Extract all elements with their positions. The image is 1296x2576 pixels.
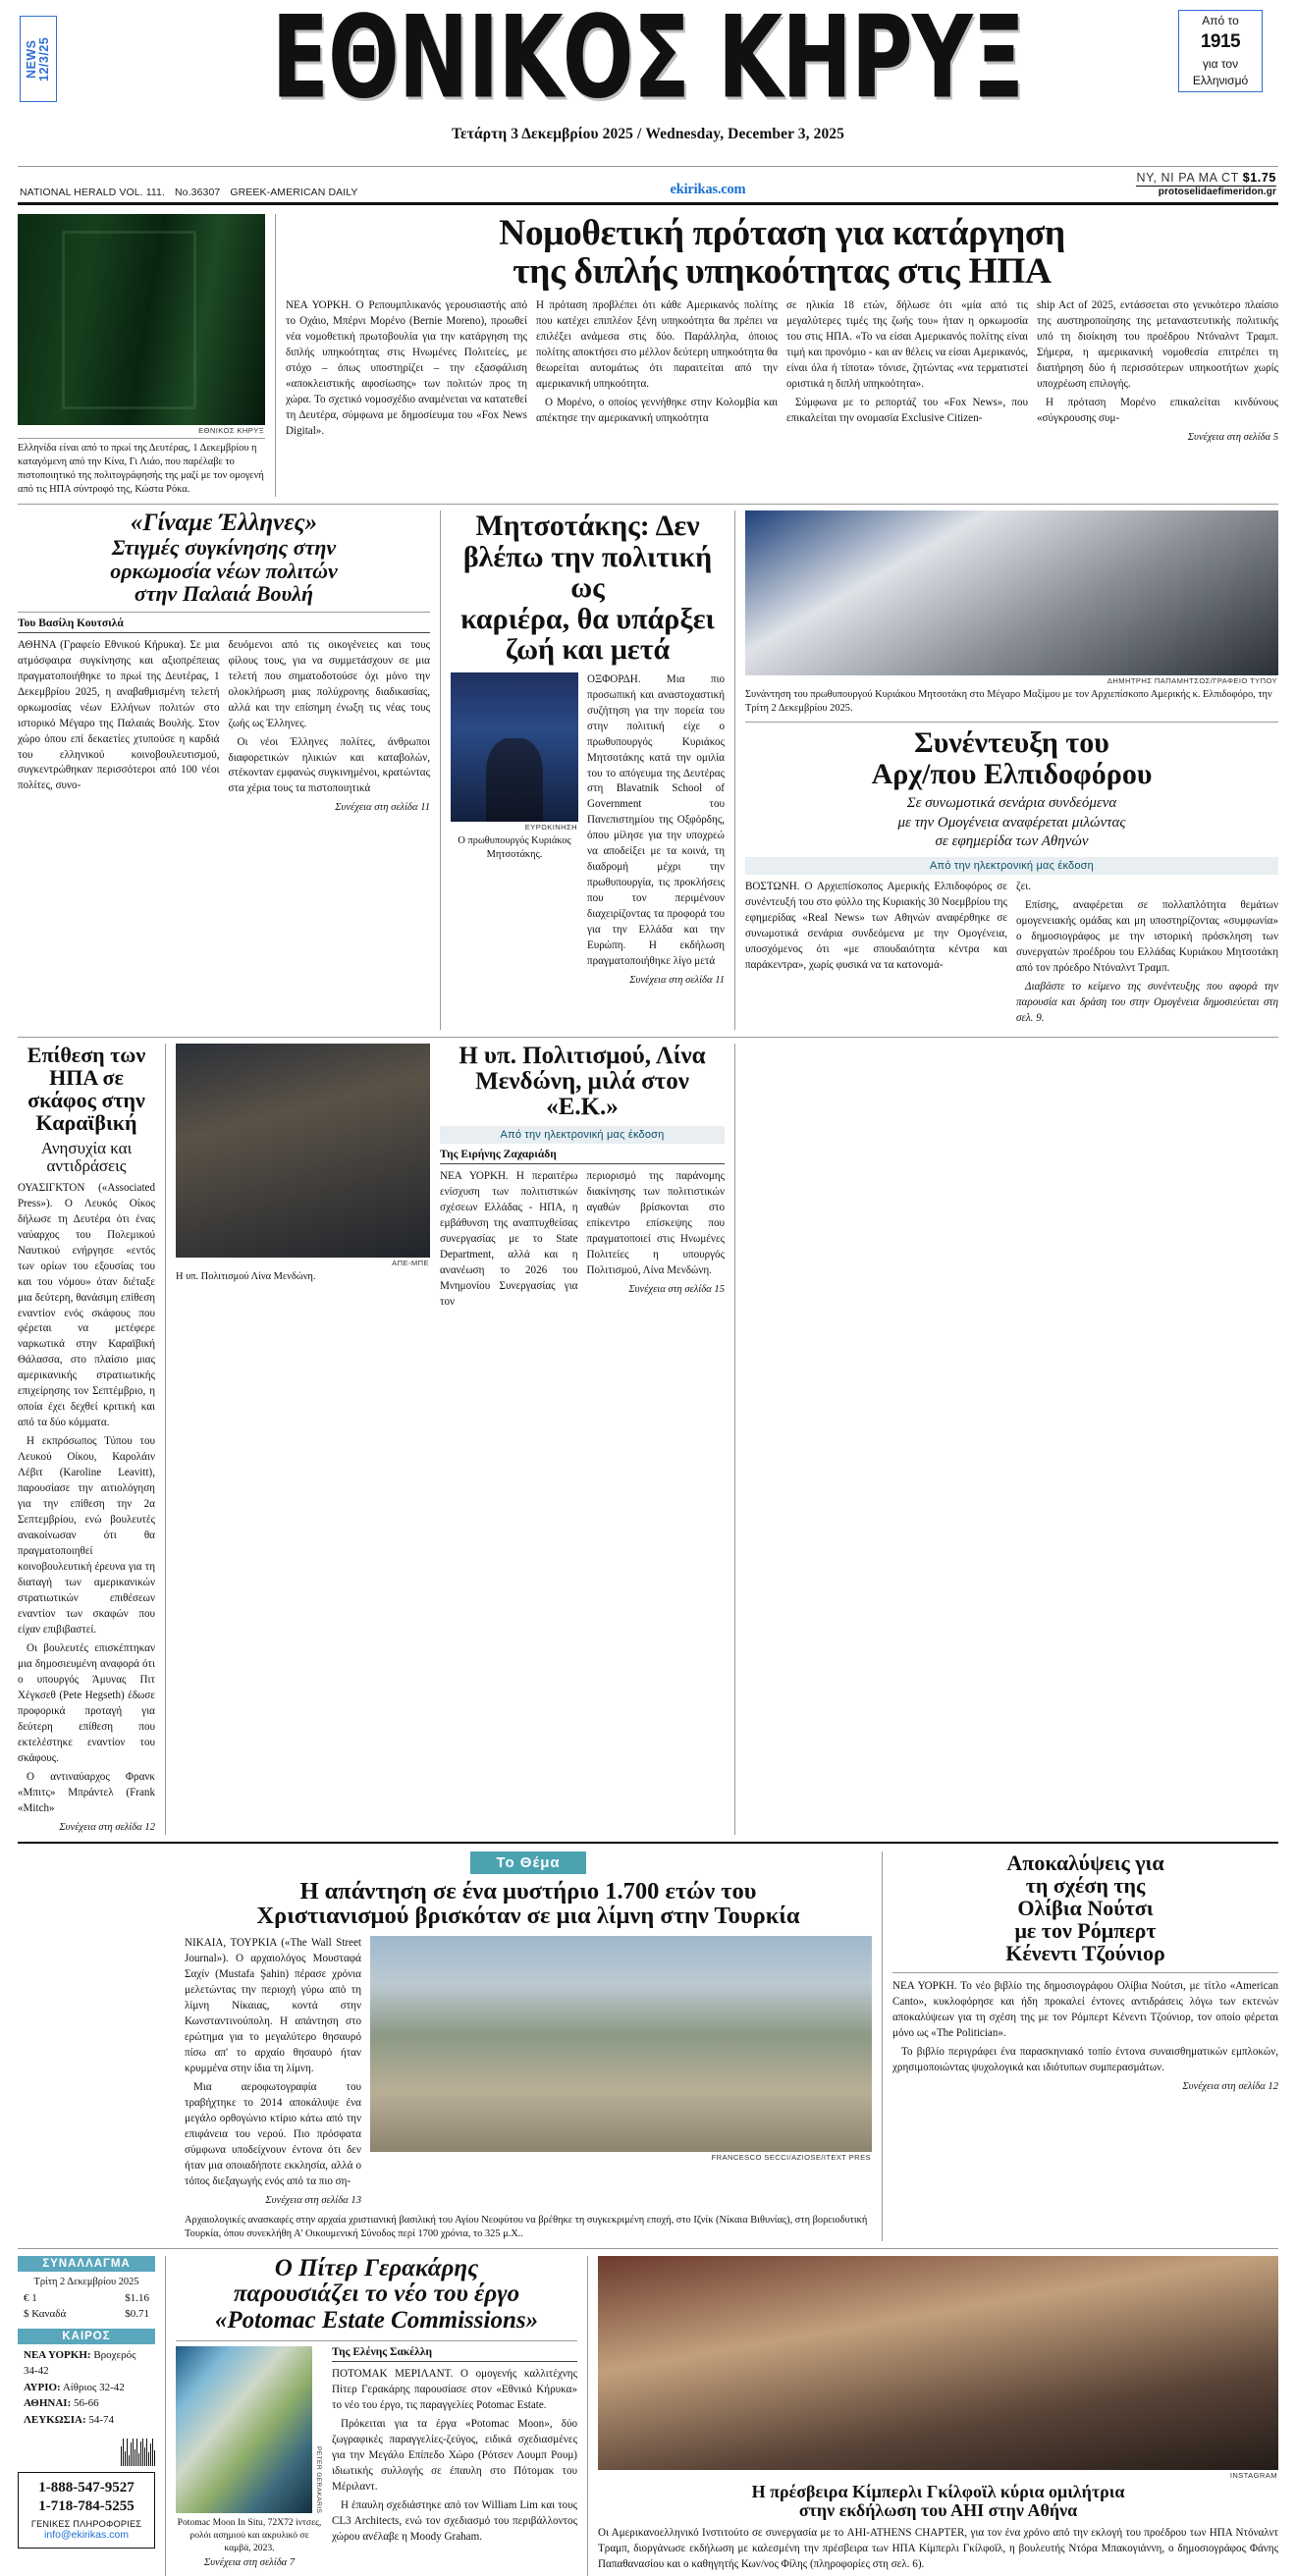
ceremony-paragraph: δευόμενοι από τις οικογένειες και τους φίλους τους, για να συμμετάσχουν σε μια τελετή που σηματοδοτούσε όχι μόνο την ολοκλήρωση μιας πολύχρονης διαδικασίας, αλλά και την επίσημη ένωξη τις νέας τους ζωής ως Έλληνες. <box>228 638 430 729</box>
nutsi-headline-line5: Κένεντι Τζούνιορ <box>1005 1941 1165 1966</box>
lead-paragraph: ship Act of 2025, εντάσσεται στο γενικότερο πλαίσιο της αυστηροποίησης της μεταναστευτικής πολιτικής υπό τη διοίκηση του προέδρου Ντόναλντ Τραμπ. Σήμερα, η αμερικανική νομοθεσία επιτρέπει τη διατήρηση δύο ή περισσότερων υπηκοοτήτων χωρίς υποχρέωση επιλογής. <box>1037 299 1278 391</box>
weather-city: ΛΕΥΚΩΣΙΑ: <box>24 2413 86 2426</box>
weather-row <box>24 2347 149 2380</box>
exchange-row <box>24 2290 149 2307</box>
contact-box <box>18 2472 155 2549</box>
row-bottom <box>18 2256 1278 2576</box>
lead-paragraph: Η πρόταση Μορένο επικαλείται κινδύνους «σύγκρουσης συμ- <box>1037 397 1278 425</box>
gerakaris-paragraph: Η έπαυλη σχεδιάστηκε από τον William Lim και τους CL3 Architects, ενώ τον σχεδιασμό του περιβάλλοντος χώρου ανέλαβε η Moody Graham. <box>332 2498 577 2543</box>
caribbean-paragraph: ΟΥΑΣΙΓΚΤΟΝ («Associated Press»). Ο Λευκός Οίκος δήλωσε τη Δευτέρα ότι ένας ναύαρχος του Πολεμικού Ναυτικού ενήργησε «εντός των ορίων του εξουσίας του και του νόμου» όταν διέταξε μια δεύτερη, θανάσιμη επίθεση εναντίον ενός σκάφους που φέρεται να μετέφερε ναρκωτικά στην Καραϊβική Θάλασσα, στο πλαίσιο μιας αμερικανικής στρατιωτικής επιχείρησης τον Σεπτέμβριο, η οποία έχει δεχθεί κριτική και από τα δύο κόμματα. <box>18 1181 155 1429</box>
exchange-label: $ Καναδά <box>24 2308 67 2321</box>
lead-paragraph: Ο Μορένο, ο οποίος γεννήθηκε στην Κολομβία και απέκτησε την αμερικανική υπηκοότητα <box>536 397 778 425</box>
theme-photo <box>370 1936 872 2152</box>
contact-label: ΓΕΝΙΚΕΣ ΠΛΗΡΟΦΟΡΙΕΣ <box>30 2518 142 2529</box>
elpidophoros-photo-caption: Συνάντηση του πρωθυπουργού Κυριάκου Μητσοτάκη στο Μέγαρο Μαξίμου με τον Αρχιεπίσκοπο Αμερικής κ. Ελπιδοφόρο, την Τρίτη 2 Δεκεμβρίου 2025. <box>745 689 1272 715</box>
ceremony-paragraph: Οι νέοι Έλληνες πολίτες, άνθρωποι διαφορετικών ηλικιών και καταβολών, στέκονταν εμφανώς συγκινημένοι, κρατώντας στα χέρια τους τα πιστοποιητικά <box>228 735 430 795</box>
gerakaris-continuation[interactable]: Συνέχεια στη σελίδα 7 <box>203 2557 296 2569</box>
mitsotakis-headline-line1: Μητσοτάκης: Δεν <box>475 510 700 543</box>
ceremony-story <box>18 510 430 1030</box>
gerakaris-headline-line1: Ο Πίτερ Γερακάρης <box>274 2255 479 2282</box>
caribbean-paragraph: Ο αντιναύαρχος Φρανκ «Μπιτς» Μπράντελ (Frank «Mitch» <box>18 1770 155 1814</box>
nutsi-story <box>882 1852 1278 2241</box>
lina-headline-line2: Μενδώνη, μιλά στον «Ε.Κ.» <box>475 1067 689 1121</box>
caribbean-headline-line2: ΗΠΑ σε <box>49 1064 124 1090</box>
elpidophoros-column-1 <box>745 880 1007 1030</box>
lina-photo <box>176 1044 430 1258</box>
masthead-date: Τετάρτη 3 Δεκεμβρίου 2025 / Wednesday, December 3, 2025 <box>452 126 844 143</box>
info-tagline: GREEK-AMERICAN DAILY <box>230 186 358 198</box>
lina-columns <box>440 1169 725 1314</box>
since-box-line1: Από το <box>1202 13 1239 27</box>
lina-continuation[interactable]: Συνέχεια στη σελίδα 15 <box>628 1284 725 1296</box>
news-date-badge-label: NEWS 12/3/25 <box>24 36 51 81</box>
caribbean-subhead-line1: Ανησυχία και <box>40 1139 133 1158</box>
gerakaris-column <box>332 2367 577 2546</box>
since-box-year: 1915 <box>1200 31 1241 52</box>
price-value: $1.75 <box>1242 171 1276 185</box>
lina-column-2 <box>587 1169 726 1314</box>
theme-photo-credit: FRANCESCO SECCI/AZIOSE/ITEXT PRES <box>711 2153 871 2163</box>
mitsotakis-continuation[interactable]: Συνέχεια στη σελίδα 11 <box>629 975 725 987</box>
lina-photo-caption: Η υπ. Πολιτισμού Λίνα Μενδώνη. <box>176 1270 316 1282</box>
nutsi-paragraph: Το βιβλίο περιγράφει ένα παρασκηνιακό τοπίο έντονα συναισθηματικών εμπλοκών, χρησιμοποιώντας ψυχολογικά και ιδιότυπων συμπερασμάτων. <box>892 2046 1278 2074</box>
theme-story <box>185 1852 872 2241</box>
weather-detail: 56-66 <box>74 2397 99 2410</box>
weather-detail: 54-74 <box>88 2413 115 2426</box>
theme-continuation[interactable]: Συνέχεια στη σελίδα 13 <box>265 2194 361 2206</box>
theme-content <box>185 1936 872 2208</box>
service-boxes <box>18 2256 155 2576</box>
theme-headline-line1: Η απάντηση σε ένα μυστήριο 1.700 ετών του <box>299 1877 757 1905</box>
nutsi-paragraph: ΝΕΑ ΥΟΡΚΗ. Το νέο βιβλίο της δημοσιογράφου Ολίβια Νούτσι, με τίτλο «American Canto», κυκλοφόρησε και ήδη προκαλεί έντονες αντιδράσεις λόγω των εκτενών αποκαλύψεων για τη σχέση της με τον Ρόμπερτ Κένεντι Τζούνιορ, τον οποίο φέρεται μόνο ως «The Politician». <box>892 1980 1278 2040</box>
caribbean-continuation[interactable]: Συνέχεια στη σελίδα 12 <box>59 1821 155 1833</box>
elpidophoros-column-2 <box>1016 880 1278 1030</box>
info-strip <box>18 167 1278 202</box>
nutsi-headline-line2: τη σχέση της <box>1025 1872 1146 1898</box>
ahi-caption-line2: στην εκδήλωση του ΑΗΙ στην Αθήνα <box>798 2500 1078 2521</box>
ahi-caption-line1: Η πρέσβειρα Κίμπερλι Γκίλφοϊλ κύρια ομιλήτρια <box>751 2482 1125 2502</box>
exchange-value: $1.16 <box>125 2291 149 2304</box>
since-box-line4: Ελληνισμό <box>1192 74 1249 87</box>
mitsotakis-paragraph: ΟΞΦΟΡΔΗ. Μια πιο προσωπική και αναστοχαστική συζήτηση για την πορεία του στην πολιτική είχε ο πρωθυπουργός Κυριάκος Μητσοτάκης κατά την ομιλία του το απόγευμα της Δευτέρας στη Blavatnik School of Government του Πανεπιστημίου της Οξφόρδης, όπου μίλησε για την υποχρεώ να αποδείξει με τα κοινά, τη διαδρομή μέχρι την πρωθυπουργία, τις προκλήσεις που τον περιμένουν διαχειρίζοντας τα προφορά του για την Ελλάδα και την Ευρώπη. Η εκδήλωση πραγματοποιήθηκε λίγο μετά <box>587 672 725 968</box>
weather-row <box>24 2412 149 2429</box>
mitsotakis-story <box>440 510 725 1030</box>
theme-tab[interactable]: Το Θέμα <box>470 1852 585 1874</box>
nutsi-headline-line3: Ολίβια Νούτσι <box>1017 1895 1154 1920</box>
elpidophoros-subhead-line3: σε εφημερίδα των Αθηνών <box>935 833 1089 850</box>
nutsi-column <box>892 1979 1278 2094</box>
weather-city: ΑΥΡΙΟ: <box>24 2381 61 2393</box>
lead-paragraph: Σύμφωνα με το ρεπορτάζ του «Fox News», που επικαλείται την ονομασία Exclusive Citizen- <box>786 397 1028 425</box>
ahi-paragraph: Οι Αμερικανοελληνικό Ινστιτούτο σε συνεργασία με το AHI-ATHENS CHAPTER, για τον ένα χρόνο από την εκλογή του προέδρου των ΗΠΑ Ντόναλντ Τραμπ, διοργάνωσε εκδήλωση με καλεσμένη την πρέσβειρα των ΗΠΑ Κίμπερλι Γκίλφοϊλ, η βουλευτής Ντόρα Μπακογιάννη, ο δημοσιογράφος Φάνης Παπαθανασίου και ο καθηγητής Κων/νος Φίλης (πληροφορίες στη σελ. 6). <box>598 2527 1278 2570</box>
lead-paragraph: Η πρόταση προβλέπει ότι κάθε Αμερικανός πολίτης που κατέχει επιπλέον ξένη υπηκοότητα θα πρέπει να επιλέξει ανάμεσα στις δύο. Παράλληλα, όποιος πολίτης αποκτήσει στο μέλλον δεύτερη υπηκοότητα θα θεωρείται αυτομάτως ότι παραιτείται από την αμερικανική υπηκοότητα. <box>536 299 778 391</box>
exchange-value: $0.71 <box>125 2308 149 2321</box>
row-third <box>18 1044 1278 1835</box>
weather-row <box>24 2380 149 2396</box>
lead-photo <box>18 214 265 425</box>
exchange-box-body <box>18 2272 155 2326</box>
mitsotakis-headline-line4: ζωή και μετά <box>505 633 671 667</box>
ahi-column <box>598 2526 1278 2573</box>
website-link[interactable]: ekirikas.com <box>670 181 746 197</box>
elpidophoros-paragraph: Διαβάστε το κείμενο της συνέντευξης που αφορά την παρουσία και δράση του στην Ομογένεια δημοσιεύεται στη σελ. 9. <box>1016 980 1278 1024</box>
mitsotakis-headline-line3: καριέρα, θα υπάρξει <box>460 602 715 635</box>
elpidophoros-photo-credit: ΔΗΜΗΤΡΗΣ ΠΑΠΑΜΗΤΣΟΣ/ΓΡΑΦΕΙΟ ΤΥΠΟΥ <box>1107 676 1277 686</box>
lead-continuation[interactable]: Συνέχεια στη σελίδα 5 <box>1187 432 1278 444</box>
gerakaris-content <box>176 2346 577 2568</box>
gerakaris-art-credit: PETER GERAKARIS <box>315 2445 322 2513</box>
elpidophoros-subhead-line1: Σε συνωμοτικά σενάρια συνδεόμενα <box>906 795 1117 812</box>
weather-detail: Αίθριος 32-42 <box>62 2381 125 2393</box>
since-box-line3: για τον <box>1202 56 1239 71</box>
lina-column-1 <box>440 1169 578 1314</box>
price-regions: NY, NI PA MA CT <box>1136 171 1239 185</box>
elpidophoros-paragraph: ΒΟΣΤΩΝΗ. Ο Αρχιεπίσκοπος Αμερικής Ελπιδοφόρος σε συνέντευξή του στο φύλλο της Κυριακής 30 Νοεμβρίου της εφημερίδας «Real News» των Αθηνών αναφέρθηκε σε συνωμοτικά σενάρια συνδεόμενα με την Ομογένεια, υποσχόμενος ότι «με σπουδαιότητα κέντρα και παράκεντρα», χωρίς φυσικά να τα κατονομά- <box>745 880 1007 971</box>
gerakaris-headline-line3: «Potomac Estate Commissions» <box>214 2306 539 2334</box>
exchange-box-title: ΣΥΝΑΛΛΑΓΜΑ <box>18 2256 155 2272</box>
weather-city: ΑΘΗΝΑΙ: <box>24 2397 72 2410</box>
lead-photo-credit: ΕΘΝΙΚΟΣ ΚΗΡΥΞ <box>198 425 264 435</box>
theme-left-spacer <box>18 1852 175 2241</box>
weather-city: ΝΕΑ ΥΟΡΚΗ: <box>24 2348 91 2361</box>
mitsotakis-photo-caption: Ο πρωθυπουργός Κυριάκος Μητσοτάκης. <box>458 834 571 860</box>
weather-box-body <box>18 2344 155 2432</box>
info-volume-text: NATIONAL HERALD VOL. 111. <box>20 186 165 198</box>
lead-photo-caption: Ελληνίδα είναι από το πρωί της Δευτέρας, 1 Δεκεμβρίου η καταγόμενη από την Κίνα, Γι Λιάο, που παρέλαβε το πιστοποιητικό της πολιτογράφησής της μαζί με τον ομογενή από τις ΗΠΑ σύντροφό της, Κώστα Ρόκα. <box>18 442 264 496</box>
gerakaris-artwork <box>176 2346 312 2513</box>
lead-column-1 <box>286 298 527 445</box>
weather-row <box>24 2395 149 2412</box>
caribbean-subhead-line2: αντιδράσεις <box>46 1155 127 1175</box>
elpidophoros-edition-band: Από την ηλεκτρονική μας έκδοση <box>745 857 1278 875</box>
lead-column-4 <box>1037 298 1278 445</box>
mitsotakis-photo-block <box>451 672 578 989</box>
lina-headline-line1: Η υπ. Πολιτισμού, Λίνα <box>459 1042 706 1069</box>
theme-column-1 <box>185 1936 361 2208</box>
lead-headline-line1: Νομοθετική πρόταση για κατάργηση <box>499 212 1065 253</box>
gerakaris-art-block <box>176 2346 323 2568</box>
ceremony-headline-line2: Στιγμές συγκίνησης στην <box>111 535 337 561</box>
lina-paragraph: ΝΕΑ ΥΟΡΚΗ. Η περαιτέρω ενίσχυση των πολιτιστικών σχέσεων Ελλάδας - ΗΠΑ, η εμβάθυνση της αναπτυχθείσας συνεργασίας με το State Department, αλλά και η ανανέωση το 2026 του Μνημονίου Συνεργασίας για τον <box>440 1170 578 1309</box>
elpidophoros-story <box>734 510 1278 1030</box>
row-secondary <box>18 510 1278 1030</box>
ceremony-byline: Του Βασίλη Κουτσιλά <box>18 617 430 633</box>
gerakaris-paragraph: Πρόκειται για τα έργα «Potomac Moon», δύο ζωγραφικές παραγγελίες-ζεύγος, ειδικά σχεδιασμένες για την Μεγάλο Επίπεδο Χώρο (Ρότσεν Λουμπ Ρουμ) ιδιωτικής συλλογής σε έπαυλη στο Πότομακ του Μέριλαντ. <box>332 2417 577 2493</box>
lina-paragraph: περιορισμό της παράνομης διακίνησης των πολιτιστικών αγαθών βρίσκονται στο επίκεντρο επίσκεψης που πραγματοποιεί στις Ηνωμένες Πολιτείες η υπουργός Πολιτισμού, Λίνα Μενδώνη. <box>586 1170 725 1277</box>
theme-photo-caption: Αρχαιολογικές ανασκαφές στην αρχαία χριστιανική βασιλική του Αγίου Νεοφύτου να βρέθηκε τη συγκεκριμένη εποχή, στο Ιζνίκ (Νίκαια Βιθυνίας), στη βορειοδυτική Τουρκία, όπου συνεκλήθη Α' Οικουμενική Σύνοδος περί 1700 χρόνια, το 325 μ.Χ.. <box>185 2214 868 2240</box>
info-issue-number: No.36307 <box>175 186 221 198</box>
info-prices <box>1136 172 1276 198</box>
lead-story <box>18 214 1278 498</box>
news-date-badge <box>20 16 57 102</box>
elpidophoros-paragraph: ζει. <box>1016 880 1032 892</box>
ahi-story <box>587 2256 1278 2576</box>
gerakaris-art-caption: Potomac Moon In Situ, 72X72 ίντσες, ρολόι ασημιού και ακρυλικό σε καμβά, 2023. <box>177 2516 322 2554</box>
lina-photo-credit: ΑΠΕ-ΜΠΕ <box>392 1258 429 1267</box>
elpidophoros-photo <box>745 510 1278 675</box>
masthead-title-wrap <box>18 0 1278 125</box>
lina-story <box>440 1044 725 1835</box>
contact-phone-1[interactable]: 1-888-547-9527 <box>38 2480 135 2496</box>
lead-photo-block <box>18 214 265 498</box>
lead-paragraph: ΝΕΑ ΥΟΡΚΗ. Ο Ρεπουμπλικανός γερουσιαστής από το Οχάιο, Μπέρνι Μορένο (Bernie Moreno), προωθεί νέα νομοθετική πρωτοβουλία για την κατάργηση της διπλής υπηκοότητας στις Ηνωμένες Πολιτείες, με στόχο – όπως υποστηρίζει – την εξασφάλιση «αποκλειστικής αφοσίωσης» των πολιτών προς τη χώρα. Το σχετικό νομοσχέδιο αναμένεται να κατατεθεί τη Δευτέρα, σύμφωνα με δημοσίευμα του «Fox News Digital». <box>286 299 527 438</box>
ceremony-columns <box>18 638 430 816</box>
lead-column-3 <box>786 298 1028 445</box>
gerakaris-paragraph: ΠΟΤΟΜΑΚ ΜΕΡΙΛΑΝΤ. Ο ομογενής καλλιτέχνης Πίτερ Γερακάρης παρουσίασε στον «Εθνικό Κήρυκα» το νέο του έργο, τις παραγγελίες Potomac Estate. <box>332 2367 577 2411</box>
elpidophoros-tail <box>734 1044 1278 1835</box>
lina-photo-block <box>165 1044 430 1835</box>
ceremony-paragraph: ΑΘΗΝΑ (Γραφείο Εθνικού Κήρυκα). Σε μια ατμόσφαιρα συγκίνησης και αξιοπρέπειας πραγματοποιήθηκε το πρωί της Δευτέρας, 1 Δεκεμβρίου 2025, η αναβαθμισμένη τελετή ορκωμοσίας νέων Ελλήνων πολιτών στο ιστορικό Μέγαρο της Παλαιάς Βουλής. Στον χώρο όπου επί δεκαετίες χτυπούσε η καρδιά του ελληνικού κοινοβουλευτισμού, συγκεντρώθηκαν περισσότεροι από 100 νέοι πολίτες, συνο- <box>18 638 220 792</box>
lead-columns <box>286 298 1278 445</box>
ceremony-column-1 <box>18 638 220 816</box>
caribbean-paragraph: Η εκπρόσωπος Τύπου του Λευκού Οίκου, Καρολάιν Λέβιτ (Karoline Leavitt), παρουσίασε την αιτιολόγηση για την επίθεση την 2α Σεπτεμβρίου, ενώ βουλευτές ανακοίνωσαν ότι θα πραγματοποιηθεί κοινοβουλευτική έρευνα για τη διαταγή των αμερικανικών στρατιωτικών επιθέσεων εναντίον των σκαφών που είχαν επιβιβαστεί. <box>18 1435 155 1636</box>
theme-paragraph: Μια αεροφωτογραφία του τραβήχτηκε το 2014 αποκάλυψε ένα μεγάλο ορθογώνιο κτίριο κάτω από την επιφάνεια του νερού. Πιο πρόσφατα σύμφωνα υποδείχνουν έντονα ότι δεν ήταν μια οποιαδήποτε εκκλησία, αλλά ο τόπος διεξαγωγής ενός από τα πιο ση- <box>185 2080 361 2187</box>
mitsotakis-photo <box>451 672 578 822</box>
caribbean-headline-line3: σκάφος στην <box>27 1087 145 1112</box>
ceremony-headline-line3: ορκωμοσία νέων πολιτών <box>110 558 338 583</box>
caribbean-headline-line1: Επίθεση των <box>27 1042 146 1067</box>
archive-site: protoselidaefimeridon.gr <box>1136 186 1276 198</box>
lead-paragraph: σε ηλικία 18 ετών, δήλωσε ότι «μία από τις μεγαλύτερες τιμές της ζωής του» ήταν η ορκωμοσία του στις ΗΠΑ. «Το να είσαι Αμερικανός πολίτης είναι τιμή και προνόμιο - και αν θέλεις να είσαι Αμερικανός, είναι όλα ή τίποτα» τόνισε, ζητώντας «να τερματιστεί οριστικά η διπλή υπηκοότητα». <box>786 299 1028 391</box>
elpidophoros-columns <box>745 880 1278 1030</box>
lina-edition-band: Από την ηλεκτρονική μας έκδοση <box>440 1126 725 1144</box>
gerakaris-headline-line2: παρουσιάζει το νέο του έργο <box>233 2281 520 2308</box>
exchange-label: € 1 <box>24 2291 37 2304</box>
contact-phone-2[interactable]: 1-718-784-5255 <box>38 2497 135 2514</box>
divider-thick <box>18 202 1278 205</box>
caribbean-headline-line4: Καραϊβική <box>35 1109 137 1135</box>
lead-headline-line2: της διπλής υπηκοότητας στις ΗΠΑ <box>513 251 1052 292</box>
mitsotakis-content <box>451 672 725 989</box>
lead-column-2 <box>536 298 778 445</box>
weather-detail: Βροχερός 34-42 <box>24 2348 136 2378</box>
caribbean-paragraph: Οι βουλευτές επισκέπτηκαν μια δημοσιευμένη αναφορά ότι ο υπουργός Άμυνας Πιτ Χέγκσεθ (Pete Hegseth) έδωσε προφορικά προταγή για δεύτερη επίθεση που εκτελέστηκε εναντίον του σκάφους. <box>18 1641 155 1764</box>
ceremony-column-2 <box>229 638 431 816</box>
ceremony-headline-line1: «Γίναμε Έλληνες» <box>130 510 318 537</box>
contact-email[interactable]: info@ekirikas.com <box>44 2528 129 2541</box>
info-volume <box>20 187 358 198</box>
theme-headline-line2: Χριστιανισμού βρισκόταν σε μια λίμνη στην Τουρκία <box>256 1903 800 1930</box>
gerakaris-story <box>165 2256 577 2576</box>
caribbean-story <box>18 1044 155 1835</box>
ceremony-headline-line4: στην Παλαιά Βουλή <box>134 580 314 606</box>
mitsotakis-headline-line2: βλέπω την πολιτική ως <box>462 540 713 605</box>
mitsotakis-photo-credit: ΕΥΡΩΚΙΝΗΣΗ <box>524 822 577 832</box>
lina-byline: Της Ειρήνης Ζαχαριάδη <box>440 1149 725 1164</box>
exchange-box-date: Τρίτη 2 Δεκεμβρίου 2025 <box>33 2277 139 2288</box>
ahi-photo <box>598 2256 1278 2470</box>
ceremony-continuation[interactable]: Συνέχεια στη σελίδα 11 <box>335 802 430 814</box>
row-theme <box>18 1852 1278 2241</box>
elpidophoros-subhead-line2: με την Ομογένεια αναφέρεται μιλώντας <box>897 814 1126 831</box>
barcode <box>18 2439 155 2466</box>
masthead <box>18 0 1278 157</box>
weather-box-title: ΚΑΙΡΟΣ <box>18 2329 155 2344</box>
elpidophoros-paragraph: Επίσης, αναφέρεται σε πολλαπλότητα θεμάτων ομογενειακής ομάδας και μη υποστηρίζοντας «συμφωνία» ο δημοσιογράφος με την ιστορική πρόσκληση των συνεργατών προέδρου του Ελλάδας Κυριάκου Μητσοτάκη από τον πρόεδρο Ντόναλντ Τραμπ. <box>1016 898 1278 974</box>
nutsi-headline-line4: με τον Ρόμπερτ <box>1014 1918 1157 1944</box>
since-box <box>1178 10 1263 92</box>
theme-paragraph: ΝΙΚΑΙΑ, ΤΟΥΡΚΙΑ («The Wall Street Journal»). Ο αρχαιολόγος Μουσταφά Σαχίν (Mustafa Şahin) πέρασε χρόνια μελετώντας την περιοχή γύρω από τη λίμνη Νίκαιας, κοντά στην Κωνσταντινούπολη. Η απάντηση στο ερώτημα για το μεγαλύτερο θησαυρό πίσω απ' το αρχαίο θησαυρό ήταν κρυμμένα στην ίδια τη λίμνη. <box>185 1937 361 2074</box>
elpidophoros-headline-line1: Συνέντευξη του <box>914 726 1109 760</box>
theme-photo-block <box>370 1936 872 2208</box>
exchange-row <box>24 2306 149 2323</box>
gerakaris-byline: Της Ελένης Σακέλλη <box>332 2346 577 2362</box>
page-title: ΕΘΝΙΚΟΣ ΚΗΡΥΞ <box>271 0 1025 125</box>
ahi-photo-credit: INSTAGRAM <box>1229 2471 1277 2481</box>
caribbean-column <box>18 1181 155 1835</box>
elpidophoros-headline-line2: Αρχ/που Ελπιδοφόρου <box>871 757 1153 790</box>
mitsotakis-column <box>587 672 725 989</box>
gerakaris-text-block <box>332 2346 577 2568</box>
lead-text-block <box>275 214 1278 498</box>
nutsi-continuation[interactable]: Συνέχεια στη σελίδα 12 <box>1182 2081 1278 2093</box>
nutsi-headline-line1: Αποκαλύψεις για <box>1006 1850 1164 1875</box>
